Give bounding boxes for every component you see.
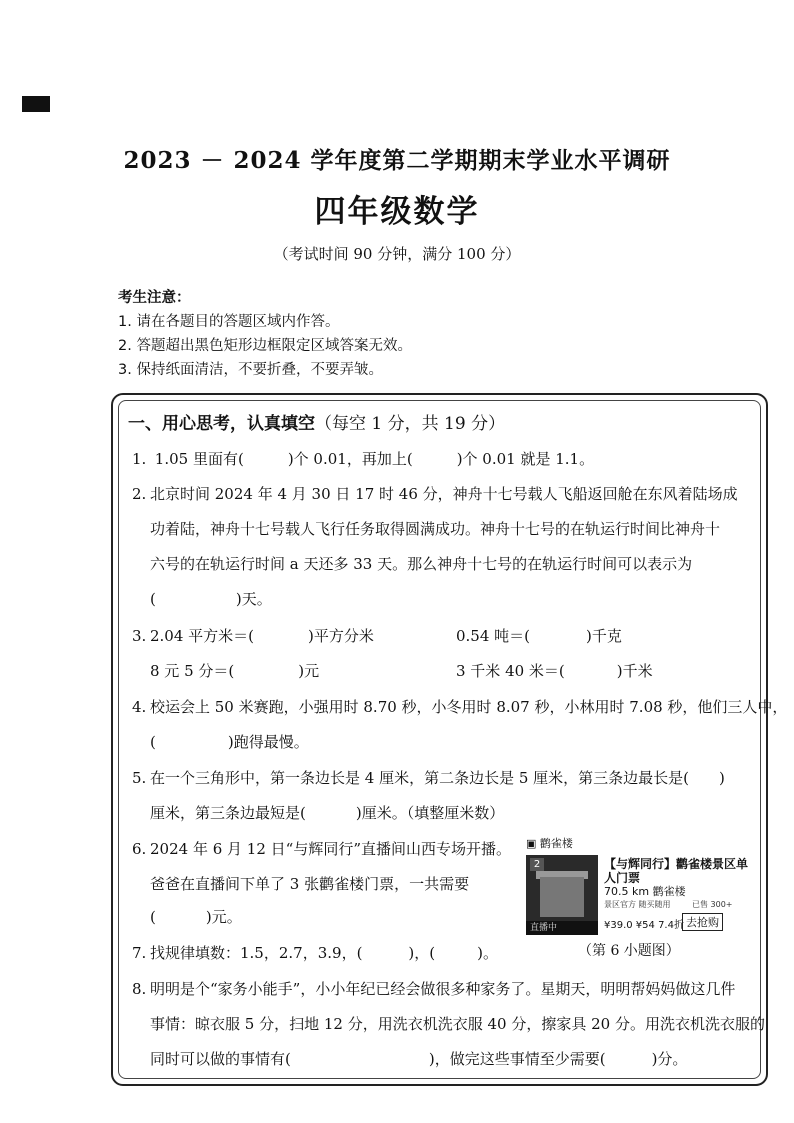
question-text: 明明是个“家务小能手”，小小年纪已经会做很多种家务了。星期天，明明帮妈妈做这几件	[150, 980, 736, 998]
question-text: (	[150, 733, 156, 751]
question-6-line-1	[132, 838, 511, 859]
question-text: )跑得最慢。	[227, 733, 309, 751]
question-5-line-2	[150, 802, 504, 823]
question-text: 找规律填数：1.5，2.7，3.9，(	[150, 944, 363, 962]
question-2-line-2: 功着陆，神舟十七号载人飞行任务取得圆满成功。神舟十七号的在轨运行时间比神舟十	[150, 520, 721, 538]
question-text: 2.04 平方米＝(	[150, 627, 255, 645]
product-info	[604, 857, 754, 932]
question-text: 0.54 吨＝(	[456, 627, 531, 645]
question-text: 在一个三角形中，第一条边长是 4 厘米，第二条边长是 5 厘米，第三条边最长是(	[150, 769, 690, 787]
question-text: )。	[477, 944, 498, 962]
product-name: 【与辉同行】鹳雀楼景区单人门票	[604, 857, 749, 885]
figure-caption: （第 6 小题图）	[578, 943, 680, 959]
question-text: )，做完这些事情至少需要(	[428, 1050, 606, 1068]
question-text: )元	[298, 662, 320, 680]
question-5-line-1	[132, 767, 725, 788]
exam-subtitle: （考试时间 90 分钟，满分 100 分）	[273, 245, 521, 263]
question-text: )元。	[205, 908, 242, 926]
question-text: )个 0.01 就是 1.1。	[456, 450, 595, 468]
question-text: 校运会上 50 米赛跑，小强用时 8.70 秒，小冬用时 8.07 秒，小林用时 7.08 秒，他们三人中，	[150, 698, 788, 716]
question-8-line-1	[132, 978, 735, 999]
buy-button: 去抢购	[682, 913, 723, 931]
question-text: )千米	[616, 662, 653, 680]
question-2-line-3: 六号的在轨运行时间 a 天还多 33 天。那么神舟十七号的在轨运行时间可以表示为	[150, 555, 693, 573]
live-label: 直播中	[526, 921, 598, 935]
question-3-b	[456, 625, 622, 646]
question-7	[132, 942, 498, 963]
rank-badge: 2	[530, 858, 544, 871]
product-distance: 70.5 km 鹳雀楼	[604, 885, 686, 898]
notice-item: 3. 保持纸面清洁，不要折叠，不要弄皱。	[118, 362, 383, 378]
question-8-line-2: 事情：晾衣服 5 分，扫地 12 分，用洗衣机洗衣服 40 分，擦家具 20 分。用洗衣机洗衣服的	[150, 1015, 765, 1033]
question-text: )平方分米	[308, 627, 374, 645]
subject-title: 四年级数学	[314, 194, 480, 230]
product-tags: 景区官方 随买随用	[604, 900, 671, 909]
question-number: 7.	[132, 944, 147, 962]
question-text: 同时可以做的事情有(	[150, 1050, 291, 1068]
question-number: 8.	[132, 980, 147, 998]
question-text: )厘米。（填整厘米数）	[355, 804, 505, 822]
candidate-notice	[118, 286, 412, 382]
question-number: 3.	[132, 627, 147, 645]
question-text: )个 0.01，再加上(	[287, 450, 413, 468]
question-text: )，(	[408, 944, 436, 962]
notice-item: 1. 请在各题目的答题区域内作答。	[118, 314, 340, 330]
question-number: 5.	[132, 769, 147, 787]
question-text: 3 千米 40 米＝(	[456, 662, 565, 680]
question-number: 4.	[132, 698, 147, 716]
corner-registration-mark	[22, 96, 50, 112]
notice-item: 2. 答题超出黑色矩形边框限定区域答案无效。	[118, 338, 412, 354]
question-text: 厘米，第三条边最短是(	[150, 804, 306, 822]
section-1-heading: 一、用心思考，认真填空	[128, 414, 315, 434]
section-1-score-note: （每空 1 分，共 19 分）	[315, 414, 506, 434]
question-3-d	[456, 660, 653, 681]
question-text: )千克	[586, 627, 622, 645]
question-number: 1.	[132, 450, 147, 468]
section-1-title	[128, 409, 505, 434]
q6-figure-product-card	[526, 835, 764, 935]
question-text: (	[150, 590, 156, 608]
tower-building-shape	[540, 877, 584, 917]
question-2-line-4	[150, 588, 272, 609]
question-2-line-1	[132, 483, 738, 504]
product-price: ¥39.0 ¥54 7.4折	[604, 920, 684, 931]
question-6-line-3	[150, 906, 242, 927]
question-4-line-1	[132, 696, 787, 717]
question-text: 北京时间 2024 年 4 月 30 日 17 时 46 分，神舟十七号载人飞船返回舱在东风着陆场成	[150, 485, 738, 503]
figure-header: ▣ 鹳雀楼	[526, 837, 573, 850]
question-3-a	[132, 625, 374, 646]
sold-count: 已售 300+	[692, 900, 733, 909]
tower-photo	[526, 855, 598, 935]
question-text: )天。	[235, 590, 272, 608]
question-text: 1.05 里面有(	[154, 450, 244, 468]
notice-title: 考生注意：	[118, 290, 191, 306]
question-8-line-3	[150, 1048, 687, 1069]
question-number: 2.	[132, 485, 147, 503]
question-text: 2024 年 6 月 12 日“与辉同行”直播间山西专场开播。	[150, 840, 511, 858]
question-3-c	[150, 660, 319, 681]
question-text: 8 元 5 分＝(	[150, 662, 235, 680]
question-text: )	[719, 769, 725, 787]
exam-title: 2023 － 2024 学年度第二学期期末学业水平调研	[123, 147, 671, 174]
question-6-line-2: 爸爸在直播间下单了 3 张鹳雀楼门票，一共需要	[150, 875, 470, 893]
question-text: )分。	[651, 1050, 688, 1068]
question-4-line-2	[150, 731, 309, 752]
question-1	[132, 448, 594, 469]
question-number: 6.	[132, 840, 147, 858]
question-text: (	[150, 908, 156, 926]
